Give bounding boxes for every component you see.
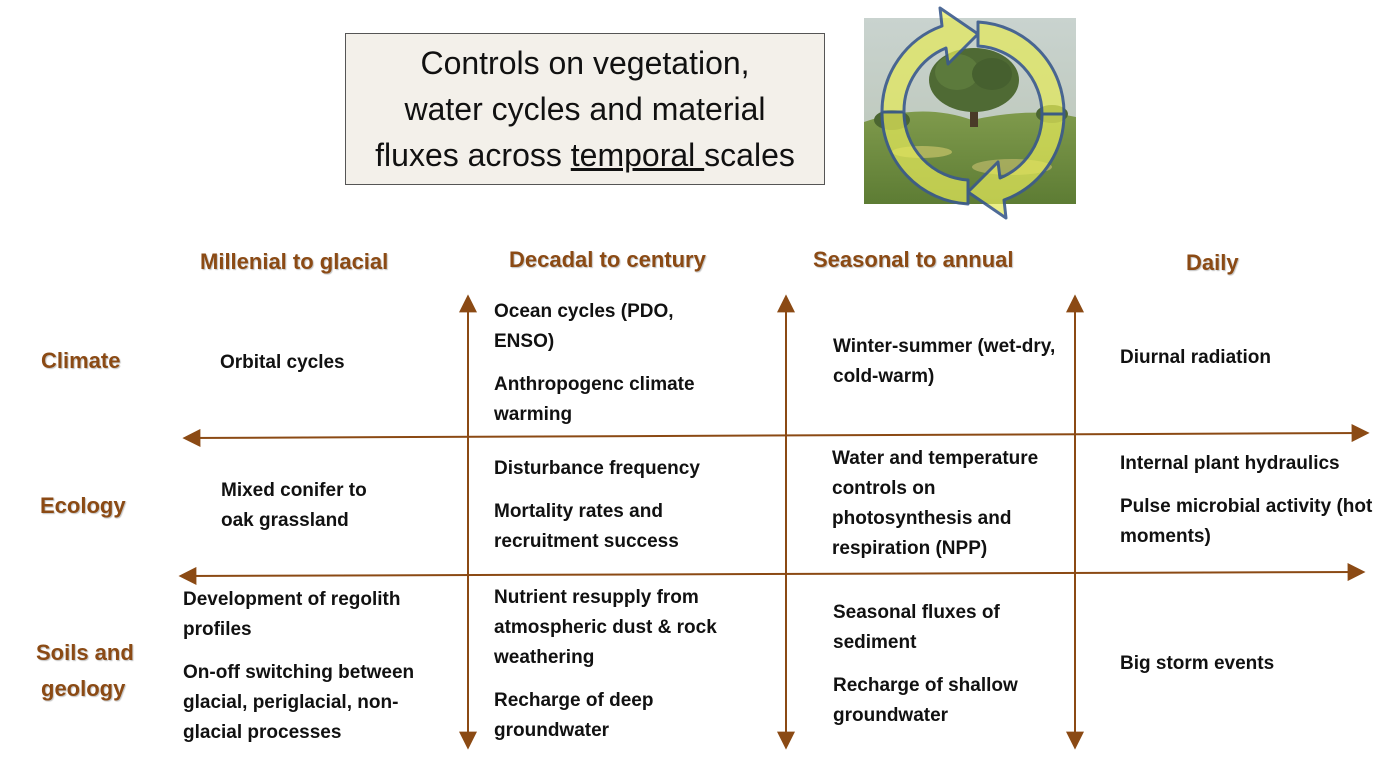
title-line-2: water cycles and material (404, 91, 766, 127)
row-heading-climate: Climate (41, 348, 121, 373)
list-item: Recharge of deep groundwater (494, 690, 654, 741)
column-heading-seasonal: Seasonal to annual (813, 247, 1014, 272)
cell-ecology-decadal (494, 454, 734, 557)
title-line-1: Controls on vegetation, (420, 45, 750, 81)
list-item: Pulse microbial activity (hot moments) (1120, 496, 1373, 547)
horizontal-arrow-2 (182, 572, 1362, 576)
row-heading-ecology: Ecology (40, 493, 126, 518)
list-item: Internal plant hydraulics (1120, 453, 1340, 474)
horizontal-arrow-1 (186, 433, 1366, 438)
list-item: Anthropogenc climate warming (494, 374, 695, 425)
title-line-3-start: fluxes across (375, 137, 571, 173)
column-heading-daily: Daily (1186, 250, 1239, 275)
cell-ecology-millennial (221, 476, 401, 536)
title-line-3-end: scales (704, 137, 795, 173)
list-item: Water and temperature controls on photosynthesis and respiration (NPP) (832, 448, 1039, 559)
list-item: Development of regolith profiles (183, 589, 401, 640)
list-item: Ocean cycles (PDO, ENSO) (494, 301, 674, 352)
cell-soils-millennial (183, 585, 455, 748)
cell-soils-decadal (494, 583, 756, 746)
cell-climate-decadal (494, 297, 734, 430)
list-item: Nutrient resupply from atmospheric dust & rock weathering (494, 587, 717, 668)
cell-climate-daily (1120, 343, 1380, 373)
list-item: Disturbance frequency (494, 458, 700, 479)
cell-climate-millennial (220, 348, 460, 378)
list-item: Diurnal radiation (1120, 347, 1271, 368)
cell-ecology-seasonal (832, 444, 1068, 564)
list-item: Recharge of shallow groundwater (833, 675, 1018, 726)
list-item: Winter-summer (wet-dry, cold-warm) (833, 336, 1056, 387)
column-heading-millennial: Millenial to glacial (200, 249, 389, 274)
row-heading-soils-line2: geology (41, 676, 126, 701)
row-heading-soils-geology (36, 635, 134, 707)
list-item: Orbital cycles (220, 352, 345, 373)
list-item: On-off switching between glacial, periglacial, non-glacial processes (183, 662, 415, 743)
column-heading-decadal: Decadal to century (509, 247, 706, 272)
cell-soils-seasonal (833, 598, 1065, 731)
list-item: Seasonal fluxes of sediment (833, 602, 1000, 653)
row-heading-soils-line1: Soils and (36, 640, 134, 665)
list-item: Mixed conifer to oak grassland (221, 480, 367, 531)
cell-soils-daily (1120, 649, 1380, 679)
title-underlined-word: temporal (570, 137, 705, 173)
cell-climate-seasonal (833, 332, 1065, 392)
list-item: Mortality rates and recruitment success (494, 501, 679, 552)
cell-ecology-daily (1120, 449, 1382, 552)
list-item: Big storm events (1120, 653, 1275, 674)
